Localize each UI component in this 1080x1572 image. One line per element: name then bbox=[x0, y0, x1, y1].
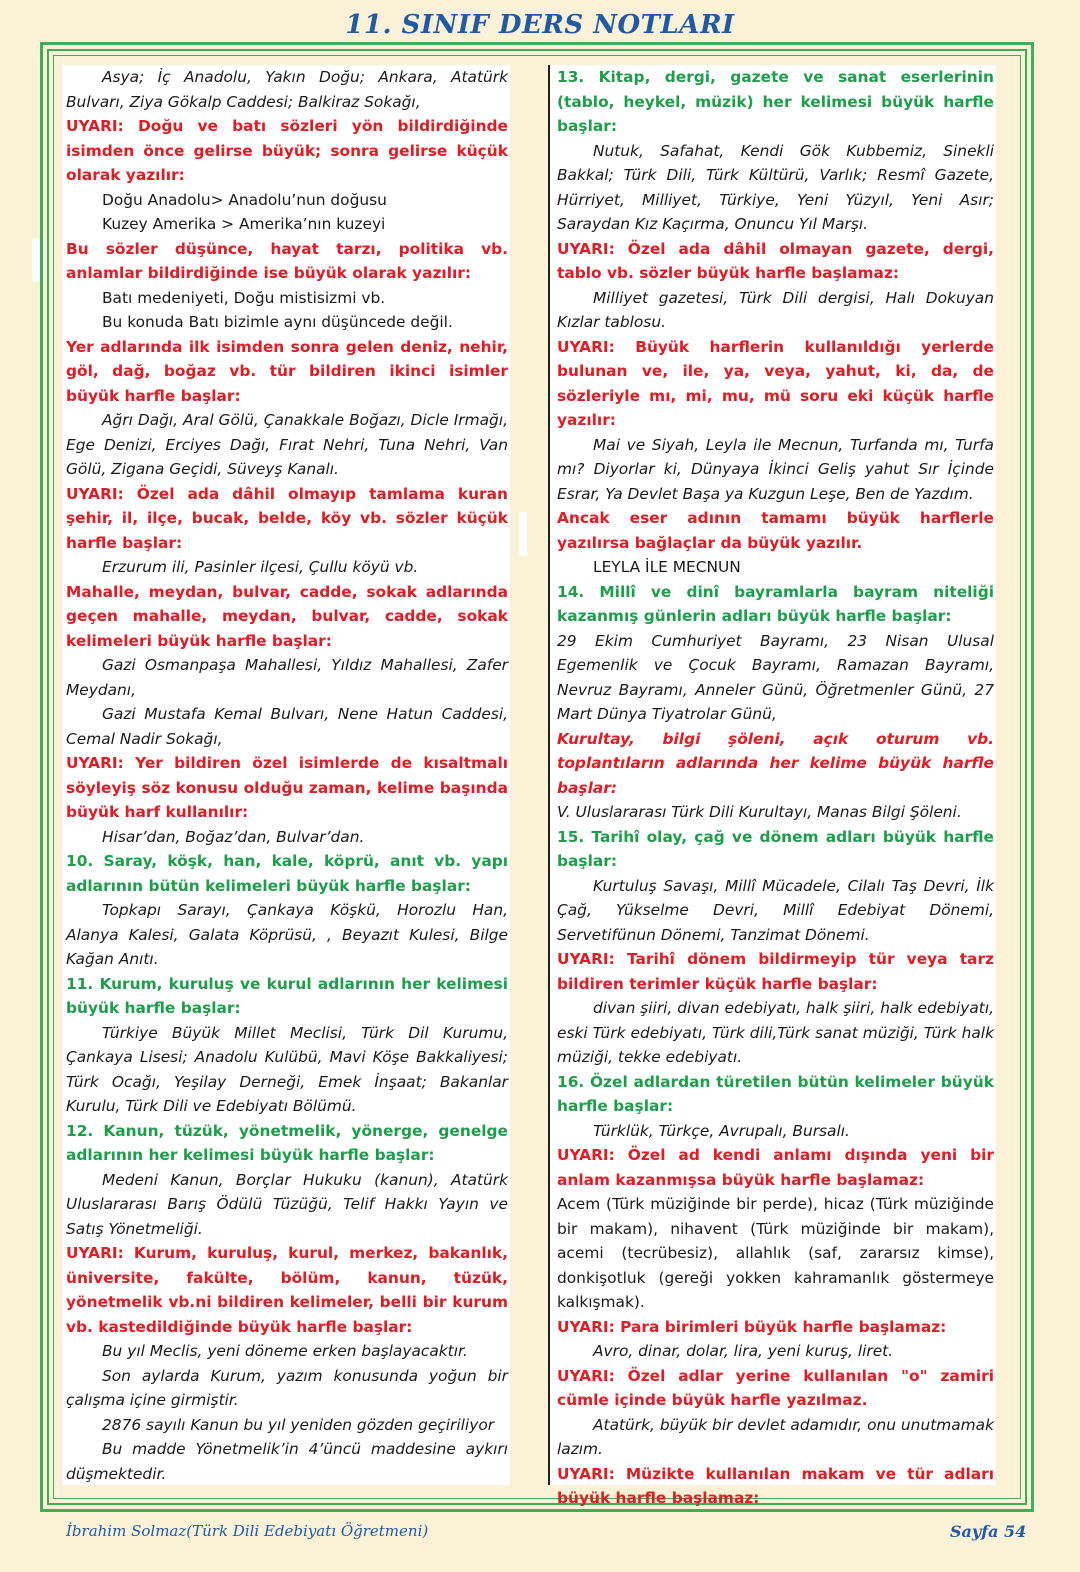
left-paragraph: Yer adlarında ilk isimden sonra gelen deniz, nehir, göl, dağ, boğaz vb. tür bildiren ikinci isimler büyük harfle başlar: bbox=[66, 337, 508, 405]
footer-author: İbrahim Solmaz(Türk Dili Edebiyatı Öğretmeni) bbox=[66, 1522, 429, 1540]
left-paragraph: Kuzey Amerika > Amerika’nın kuzeyi bbox=[102, 215, 386, 233]
right-paragraph: 16. Özel adlardan türetilen bütün kelimeler büyük harfle başlar: bbox=[557, 1072, 994, 1115]
left-paragraph: Bu madde Yönetmelik’in 4’üncü maddesine aykırı düşmektedir. bbox=[66, 1440, 508, 1483]
left-paragraph: 2876 sayılı Kanun bu yıl yeniden gözden geçiriliyor bbox=[102, 1415, 495, 1434]
right-column bbox=[548, 65, 996, 1507]
right-paragraph: Kurtuluş Savaşı, Millî Mücadele, Cilalı Taş Devri, İlk Çağ, Yükselme Devri, Millî Edebiyat Dönemi, Servetifünun Dönemi, Tanzimat Dönemi. bbox=[557, 876, 994, 944]
right-paragraph: Acem (Türk müziğinde bir perde), hicaz (Türk müziğinde bir makam), nihavent (Türk müziğinde bir makam), acemi (tecrübesiz), allahlık (saf, zararsız kimse), donkişotluk (gereği yokken kahramanlık göstermeye kalkışmak). bbox=[557, 1195, 994, 1311]
left-paragraph: Hisar’dan, Boğaz’dan, Bulvar’dan. bbox=[102, 827, 365, 846]
right-paragraph: Mai ve Siyah, Leyla ile Mecnun, Turfanda mı, Turfa mı? Diyorlar ki, Dünyaya İkinci Geliş yahut Sır İçinde Esrar, Ya Devlet Başa ya Kuzgun Leşe, Ben de Yazdım. bbox=[557, 435, 994, 503]
left-paragraph: Türkiye Büyük Millet Meclisi, Türk Dil Kurumu, Çankaya Lisesi; Anadolu Kulübü, Mavi Köşe Bakkaliyesi; Türk Ocağı, Yeşilay Derneği, Emek İnşaat; Bakanlar Kurulu, Türk Dili ve Edebiyatı Bölümü. bbox=[66, 1023, 508, 1115]
right-paragraph: LEYLA İLE MECNUN bbox=[593, 558, 741, 576]
right-paragraph: 13. Kitap, dergi, gazete ve sanat eserlerinin (tablo, heykel, müzik) her kelimesi büyük harfle başlar: bbox=[557, 68, 994, 135]
left-paragraph: Batı medeniyeti, Doğu mistisizmi vb. bbox=[102, 288, 386, 307]
page-title: 11. SINIF DERS NOTLARI bbox=[345, 10, 735, 40]
right-paragraph: Atatürk, büyük bir devlet adamıdır, onu unutmamak lazım. bbox=[557, 1415, 994, 1458]
left-paragraph: Son aylarda Kurum, yazım konusunda yoğun bir çalışma içine girmiştir. bbox=[66, 1366, 508, 1409]
right-paragraph: Avro, dinar, dolar, lira, yeni kuruş, liret. bbox=[593, 1342, 894, 1360]
right-paragraph: Milliyet gazetesi, Türk Dili dergisi, Halı Dokuyan Kızlar tablosu. bbox=[557, 288, 994, 331]
left-column bbox=[62, 65, 510, 1485]
right-paragraph: UYARI: Büyük harflerin kullanıldığı yerlerde bulunan ve, ile, ya, veya, yahut, ki, da, de sözleriyle mı, mi, mu, mü soru eki küçük harfle yazılır: bbox=[557, 337, 994, 429]
left-paragraph: 11. Kurum, kuruluş ve kurul adlarının her kelimesi büyük harfle başlar: bbox=[66, 974, 508, 1017]
left-paragraph: Erzurum ili, Pasinler ilçesi, Çullu köyü vb. bbox=[102, 558, 419, 576]
left-paragraph: UYARI: Kurum, kuruluş, kurul, merkez, bakanlık, üniversite, fakülte, bölüm, kanun, tüzük, yönetmelik vb.ni bildiren kelimeler, belli bir kurum vb. kastedildiğinde büyük harfle başlar: bbox=[66, 1244, 508, 1336]
left-paragraph: Doğu Anadolu> Anadolu’nun doğusu bbox=[102, 190, 387, 209]
left-paragraph: Topkapı Sarayı, Çankaya Köşkü, Horozlu Han, Alanya Kalesi, Galata Köprüsü, , Beyazıt Kulesi, Bilge Kağan Anıtı. bbox=[66, 901, 508, 968]
left-paragraph: Bu konuda Batı bizimle aynı düşüncede değil. bbox=[102, 313, 453, 331]
right-paragraph: Türklük, Türkçe, Avrupalı, Bursalı. bbox=[593, 1121, 850, 1140]
right-paragraph: V. Uluslararası Türk Dili Kurultayı, Manas Bilgi Şöleni. bbox=[557, 803, 962, 821]
left-paragraph: Bu yıl Meclis, yeni döneme erken başlayacaktır. bbox=[102, 1342, 468, 1360]
left-paragraph: Gazi Osmanpaşa Mahallesi, Yıldız Mahallesi, Zafer Meydanı, bbox=[66, 656, 508, 699]
left-paragraph: UYARI: Doğu ve batı sözleri yön bildirdiğinde isimden önce gelirse büyük; sonra gelirse küçük olarak yazılır: bbox=[66, 117, 508, 184]
left-paragraph: 10. Saray, köşk, han, kale, köprü, anıt vb. yapı adlarının bütün kelimeleri büyük harfle başlar: bbox=[66, 852, 508, 895]
margin-mark bbox=[519, 512, 527, 556]
right-paragraph: UYARI: Müzikte kullanılan makam ve tür adları büyük harfle başlamaz: bbox=[557, 1464, 994, 1507]
right-paragraph: UYARI: Özel adlar yerine kullanılan "o" zamiri cümle içinde büyük harfle yazılmaz. bbox=[557, 1366, 994, 1409]
left-paragraph: Medeni Kanun, Borçlar Hukuku (kanun), Atatürk Uluslararası Barış Ödülü Tüzüğü, Telif Hakkı Yayın ve Satış Yönetmeliği. bbox=[66, 1170, 508, 1238]
right-paragraph: 15. Tarihî olay, çağ ve dönem adları büyük harfle başlar: bbox=[557, 827, 994, 870]
left-paragraph: UYARI: Yer bildiren özel isimlerde de kısaltmalı söyleyiş söz konusu olduğu zaman, kelime başında büyük harf kullanılır: bbox=[66, 754, 508, 821]
right-paragraph: UYARI: Özel ada dâhil olmayan gazete, dergi, tablo vb. sözler büyük harfle başlamaz: bbox=[557, 239, 994, 282]
right-paragraph: divan şiiri, divan edebiyatı, halk şiiri, halk edebiyatı, eski Türk edebiyatı, Türk dili,Türk sanat müziği, Türk halk müziği, tekke edebiyatı. bbox=[557, 999, 994, 1066]
right-paragraph: 29 Ekim Cumhuriyet Bayramı, 23 Nisan Ulusal Egemenlik ve Çocuk Bayramı, Ramazan Bayramı, Nevruz Bayramı, Anneler Günü, Öğretmenler Günü, 27 Mart Dünya Tiyatrolar Günü, bbox=[557, 631, 994, 723]
right-paragraph: Kurultay, bilgi şöleni, açık oturum vb. toplantıların adlarında her kelime büyük harfle başlar: bbox=[557, 729, 994, 797]
left-paragraph: Asya; İç Anadolu, Yakın Doğu; Ankara, Atatürk Bulvarı, Ziya Gökalp Caddesi; Balkiraz Sokağı, bbox=[66, 68, 508, 111]
margin-mark bbox=[32, 238, 40, 282]
right-paragraph: Ancak eser adının tamamı büyük harflerle yazılırsa bağlaçlar da büyük yazılır. bbox=[557, 509, 994, 552]
right-paragraph: 14. Millî ve dinî bayramlarla bayram niteliği kazanmış günlerin adları büyük harfle başlar: bbox=[557, 582, 994, 625]
right-paragraph: UYARI: Para birimleri büyük harfle başlamaz: bbox=[557, 1317, 947, 1336]
right-paragraph: UYARI: Tarihî dönem bildirmeyip tür veya tarz bildiren terimler küçük harfle başlar: bbox=[557, 950, 994, 993]
left-paragraph: Ağrı Dağı, Aral Gölü, Çanakkale Boğazı, Dicle Irmağı, Ege Denizi, Erciyes Dağı, Fırat Nehri, Tuna Nehri, Van Gölü, Zigana Geçidi, Süveyş Kanalı. bbox=[66, 411, 508, 478]
left-paragraph: 12. Kanun, tüzük, yönetmelik, yönerge, genelge adlarının her kelimesi büyük harfle başlar: bbox=[66, 1121, 508, 1164]
left-paragraph: UYARI: Özel ada dâhil olmayıp tamlama kuran şehir, il, ilçe, bucak, belde, köy vb. sözler küçük harfle başlar: bbox=[66, 484, 508, 552]
right-paragraph: Nutuk, Safahat, Kendi Gök Kubbemiz, Sinekli Bakkal; Türk Dili, Türk Kültürü, Varlık; Resmî Gazete, Hürriyet, Milliyet, Türkiye, Yeni Yüzyıl, Yeni Asır; Saraydan Kız Kaçırma, Onuncu Yıl Marşı. bbox=[557, 141, 994, 233]
left-paragraph: Gazi Mustafa Kemal Bulvarı, Nene Hatun Caddesi, Cemal Nadir Sokağı, bbox=[66, 705, 508, 748]
left-paragraph: Mahalle, meydan, bulvar, cadde, sokak adlarında geçen mahalle, meydan, bulvar, cadde, sokak kelimeleri büyük harfle başlar: bbox=[66, 582, 508, 650]
right-paragraph: UYARI: Özel ad kendi anlamı dışında yeni bir anlam kazanmışsa büyük harfle başlamaz: bbox=[557, 1146, 994, 1189]
page-number: Sayfa 54 bbox=[950, 1522, 1027, 1541]
left-paragraph: Bu sözler düşünce, hayat tarzı, politika vb. anlamlar bildirdiğinde ise büyük olarak yazılır: bbox=[66, 239, 508, 282]
